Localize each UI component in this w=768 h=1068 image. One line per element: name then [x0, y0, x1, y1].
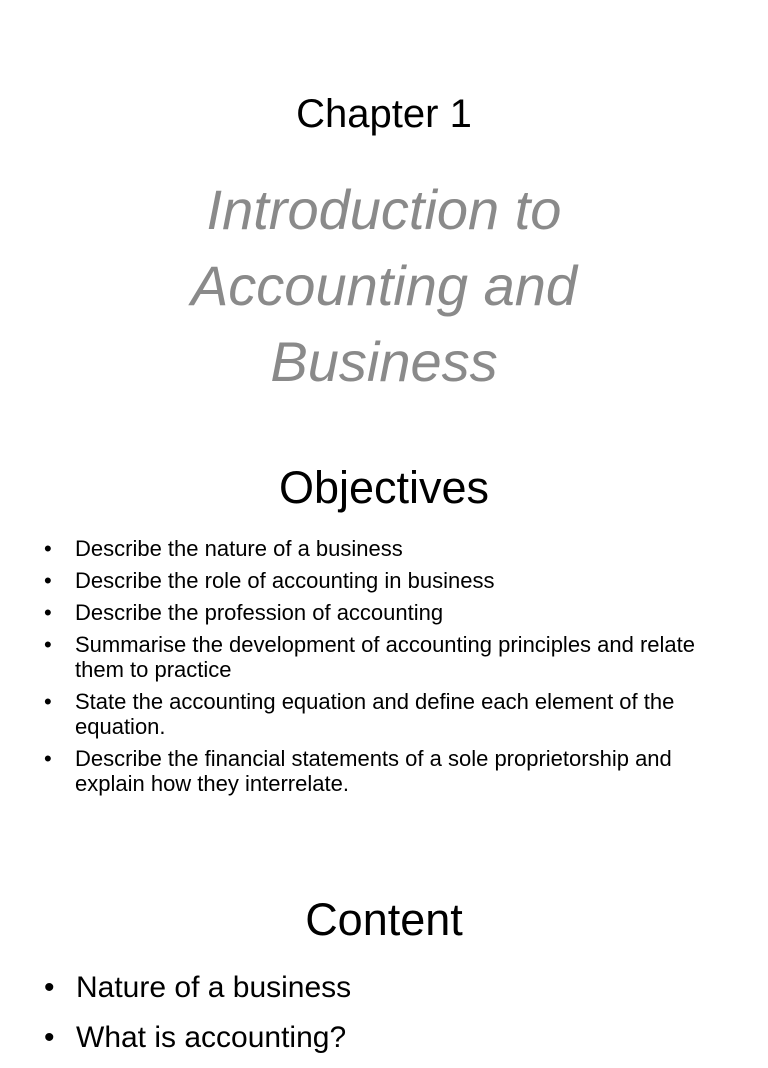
chapter-label: Chapter 1 [296, 92, 472, 136]
bullet-icon: • [44, 600, 52, 625]
bullet-icon: • [44, 971, 55, 1004]
content-item [44, 1018, 744, 1058]
content-text: What is accounting? [76, 1021, 347, 1054]
objectives-list [44, 536, 744, 803]
bullet-icon: • [44, 1021, 55, 1054]
title-line: Introduction to [206, 178, 562, 241]
objective-item [44, 689, 744, 739]
content-heading: Content [305, 894, 463, 945]
bullet-icon: • [44, 746, 52, 771]
title-line: Accounting and [190, 254, 578, 317]
objective-text: Describe the financial statements of a sole proprietorship and explain how they interrelate. [75, 746, 672, 796]
objective-text: Describe the nature of a business [75, 536, 403, 561]
bullet-icon: • [44, 536, 52, 561]
objective-item [44, 568, 744, 593]
objective-text: State the accounting equation and define each element of the equation. [75, 689, 675, 739]
bullet-icon: • [44, 689, 52, 714]
objective-item [44, 600, 744, 625]
objective-text: Summarise the development of accounting principles and relate them to practice [75, 632, 696, 682]
objective-item [44, 746, 744, 796]
objective-text: Describe the profession of accounting [75, 600, 444, 625]
bullet-icon: • [44, 568, 52, 593]
objective-item [44, 632, 744, 682]
content-text: Nature of a business [76, 971, 352, 1004]
title-line: Business [270, 330, 498, 393]
slide-title [0, 172, 768, 400]
content-item [44, 968, 744, 1008]
objective-item [44, 536, 744, 561]
content-list [44, 968, 744, 1068]
objectives-heading: Objectives [278, 462, 490, 513]
objective-text: Describe the role of accounting in business [75, 568, 495, 593]
bullet-icon: • [44, 632, 52, 657]
